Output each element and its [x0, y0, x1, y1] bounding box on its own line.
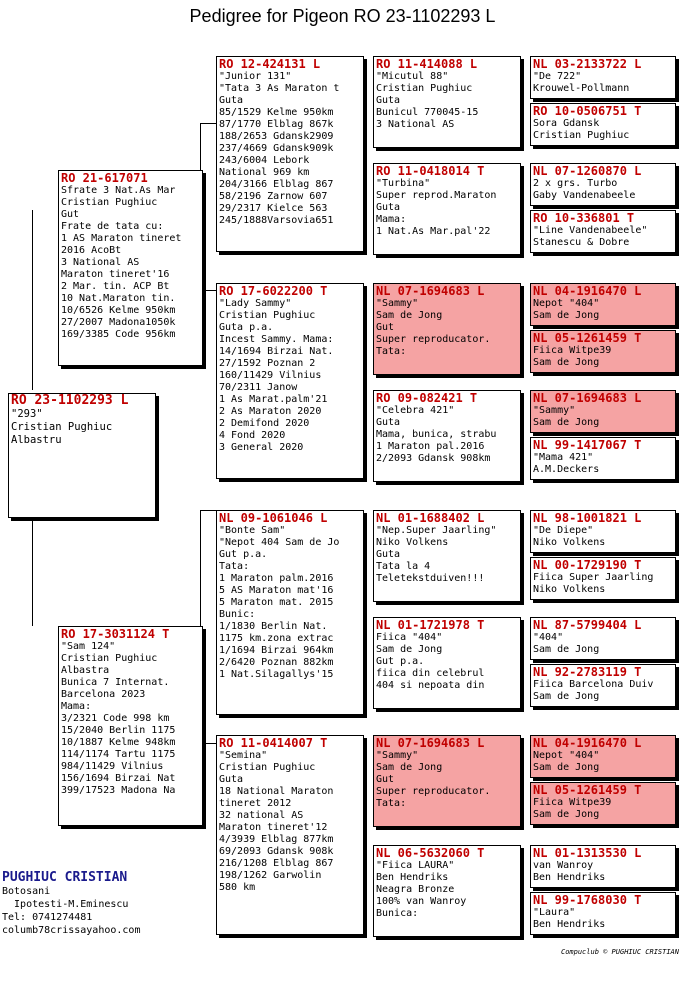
pigeon-info-line: 237/4669 Gdansk909k: [219, 143, 334, 154]
pigeon-info-line: Niko Volkens: [376, 537, 449, 548]
pigeon-info-line: Albastra: [61, 665, 110, 676]
ring-number: RO 12-424131 L: [219, 57, 321, 71]
pigeon-info-line: 204/3166 Elblag 867: [219, 179, 334, 190]
pigeon-info-line: 404 si nepoata din: [376, 680, 485, 691]
pigeon-info-line: 100% van Wanroy: [376, 896, 467, 907]
pigeon-info-line: 2/6420 Poznan 882km: [219, 657, 334, 668]
pigeon-info-line: Albastru: [11, 434, 62, 446]
pigeon-info-line: 29/2317 Kielce 563: [219, 203, 328, 214]
pigeon-info-line: Tata:: [219, 561, 250, 572]
pigeon-info-line: 10/1887 Kelme 948km: [61, 737, 176, 748]
pigeon-g10[interactable]: [530, 557, 676, 600]
pigeon-info-line: Sam de Jong: [533, 691, 600, 702]
breeder-phone: Tel: 0741274481: [2, 912, 93, 923]
pigeon-info-line: 245/1888Varsovia651: [219, 215, 334, 226]
pigeon-g1[interactable]: [530, 56, 676, 99]
ring-number: NL 07-1260870 L: [533, 164, 642, 178]
pigeon-info-line: Cristian Pughiuc: [376, 83, 473, 94]
pigeon-info-line: "De Diepe": [533, 525, 594, 536]
pigeon-info-line: 1/1830 Berlin Nat.: [219, 621, 328, 632]
pigeon-info-line: Barcelona 2023: [61, 689, 146, 700]
pigeon-info-line: 216/1208 Elblag 867: [219, 858, 334, 869]
pigeon-info-line: Tata:: [376, 798, 407, 809]
pigeon-dss[interactable]: [373, 510, 521, 602]
pigeon-info-line: 580 km: [219, 882, 256, 893]
pigeon-info-line: 399/17523 Madona Na: [61, 785, 176, 796]
ring-number: RO 11-414088 L: [376, 57, 478, 71]
footer-credit: Compuclub © PUGHIUC CRISTIAN: [560, 948, 679, 956]
pigeon-info-line: Sam de Jong: [533, 357, 600, 368]
pigeon-info-line: 1175 km.zona extrac: [219, 633, 334, 644]
breeder-name: PUGHIUC CRISTIAN: [2, 870, 128, 885]
pigeon-info-line: "Fiica LAURA": [376, 860, 455, 871]
pigeon-info-line: Guta: [219, 95, 244, 106]
pigeon-info-line: Guta: [219, 774, 244, 785]
pigeon-info-line: 156/1694 Birzai Nat: [61, 773, 176, 784]
pigeon-info-line: Bunic:: [219, 609, 256, 620]
pigeon-info-line: Gut p.a.: [219, 549, 268, 560]
pigeon-info-line: 70/2311 Janow: [219, 382, 298, 393]
pigeon-info-line: Guta: [376, 202, 401, 213]
ring-number: NL 99-1417067 T: [533, 438, 642, 452]
pigeon-info-line: Cristian Pughiuc: [61, 197, 158, 208]
ring-number: NL 92-2783119 T: [533, 665, 642, 679]
pigeon-sd[interactable]: [216, 283, 364, 479]
pigeon-info-line: 243/6004 Lebork: [219, 155, 310, 166]
pigeon-info-line: 2 Demifond 2020: [219, 418, 310, 429]
ring-number: RO 09-082421 T: [376, 391, 478, 405]
pigeon-info-line: 1/1694 Birzai 964km: [219, 645, 334, 656]
pigeon-info-line: Maraton tineret'12: [219, 822, 328, 833]
ring-number: RO 10-0506751 T: [533, 104, 642, 118]
pigeon-ds[interactable]: [216, 510, 364, 715]
pigeon-info-line: Frate de tata cu:: [61, 221, 164, 232]
pigeon-info-line: 18 National Maraton: [219, 786, 334, 797]
pigeon-info-line: Cristian Pughiuc: [533, 130, 630, 141]
pigeon-dam[interactable]: [58, 626, 203, 826]
pigeon-info-line: Bunicul 770045-15: [376, 107, 479, 118]
connector-subject: [32, 210, 33, 390]
pigeon-info-line: 10/6526 Kelme 950km: [61, 305, 176, 316]
pigeon-info-line: "Tata 3 As Maraton t: [219, 83, 340, 94]
pigeon-info-line: "Sammy": [376, 298, 419, 309]
pigeon-info-line: "Lady Sammy": [219, 298, 292, 309]
ring-number: NL 99-1768030 T: [533, 893, 642, 907]
ring-number: RO 21-617071: [61, 171, 148, 185]
pigeon-ss[interactable]: [216, 56, 364, 252]
pigeon-info-line: Cristian Pughiuc: [61, 653, 158, 664]
pigeon-info-line: Fiica Witpe39: [533, 345, 612, 356]
pigeon-subject[interactable]: [8, 393, 156, 518]
pigeon-info-line: Nepot "404": [533, 750, 600, 761]
pigeon-info-line: 3/2321 Code 998 km: [61, 713, 170, 724]
pigeon-info-line: "Laura": [533, 907, 576, 918]
pigeon-info-line: "Nepot 404 Sam de Jo: [219, 537, 340, 548]
pigeon-info-line: 58/2196 Zarnow 607: [219, 191, 328, 202]
pigeon-info-line: "Sammy": [533, 405, 576, 416]
pigeon-info-line: Gut p.a.: [376, 656, 425, 667]
pigeon-info-line: "Turbina": [376, 178, 431, 189]
pigeon-info-line: 2 As Maraton 2020: [219, 406, 322, 417]
breeder-line: Ipotesti-M.Eminescu: [2, 899, 129, 910]
pigeon-sire[interactable]: [58, 170, 203, 366]
breeder-line: Botosani: [2, 886, 51, 897]
pigeon-info-line: "Nep.Super Jaarling": [376, 525, 497, 536]
pigeon-info-line: 198/1262 Garwolin: [219, 870, 322, 881]
pigeon-info-line: "Line Vandenabeele": [533, 225, 648, 236]
pigeon-info-line: Fiica Barcelona Duiv: [533, 679, 654, 690]
pigeon-g7[interactable]: [530, 390, 676, 433]
pigeon-dds[interactable]: [373, 735, 521, 827]
ring-number: RO 11-0414007 T: [219, 736, 328, 750]
pigeon-info-line: 15/2040 Berlin 1175: [61, 725, 176, 736]
pigeon-info-line: Teletekstduiven!!!: [376, 573, 485, 584]
pigeon-info-line: Niko Volkens: [533, 537, 606, 548]
pigeon-g8[interactable]: [530, 437, 676, 480]
pigeon-info-line: "Junior 131": [219, 71, 292, 82]
pigeon-info-line: 188/2653 Gdansk2909: [219, 131, 334, 142]
pigeon-info-line: Cristian Pughiuc: [219, 762, 316, 773]
pigeon-g12[interactable]: [530, 664, 676, 707]
pigeon-sds[interactable]: [373, 283, 521, 375]
pigeon-info-line: "De 722": [533, 71, 582, 82]
pigeon-info-line: 5 AS Maraton mat'16: [219, 585, 334, 596]
pigeon-info-line: 3 General 2020: [219, 442, 304, 453]
pigeon-g2[interactable]: [530, 103, 676, 146]
ring-number: NL 03-2133722 L: [533, 57, 642, 71]
pigeon-info-line: 1 Nat.As Mar.pal'22: [376, 226, 491, 237]
pigeon-info-line: National 969 km: [219, 167, 310, 178]
pigeon-info-line: Guta: [376, 95, 401, 106]
pigeon-info-line: Neagra Bronze: [376, 884, 455, 895]
pigeon-info-line: "Sammy": [376, 750, 419, 761]
pigeon-info-line: Incest Sammy. Mama:: [219, 334, 334, 345]
pigeon-info-line: Tata:: [376, 346, 407, 357]
pigeon-info-line: Guta p.a.: [219, 322, 274, 333]
pigeon-info-line: van Wanroy: [533, 860, 594, 871]
pigeon-info-line: Sam de Jong: [533, 417, 600, 428]
breeder-info: [2, 870, 140, 937]
ring-number: NL 01-1688402 L: [376, 511, 485, 525]
pigeon-info-line: Mama, bunica, strabu: [376, 429, 497, 440]
pigeon-dd[interactable]: [216, 735, 364, 935]
pigeon-info-line: 114/1174 Tartu 1175: [61, 749, 176, 760]
pigeon-info-line: Sam de Jong: [376, 762, 443, 773]
pigeon-info-line: 27/2007 Madona1050k: [61, 317, 176, 328]
pigeon-info-line: 984/11429 Vilnius: [61, 761, 164, 772]
pigeon-info-line: "Micutul 88": [376, 71, 449, 82]
pigeon-info-line: Sam de Jong: [533, 762, 600, 773]
pigeon-info-line: Mama:: [61, 701, 92, 712]
pigeon-g15[interactable]: [530, 845, 676, 888]
ring-number: NL 09-1061046 L: [219, 511, 328, 525]
pigeon-dsd[interactable]: [373, 617, 521, 709]
pigeon-info-line: 3 National AS: [376, 119, 455, 130]
pigeon-info-line: Ben Hendriks: [376, 872, 449, 883]
pigeon-info-line: A.M.Deckers: [533, 464, 600, 475]
pigeon-g14[interactable]: [530, 782, 676, 825]
pigeon-info-line: 1 As Marat.palm'21: [219, 394, 328, 405]
pigeon-info-line: "Semina": [219, 750, 268, 761]
pigeon-info-line: 27/1592 Poznan 2: [219, 358, 316, 369]
pigeon-info-line: Fiica "404": [376, 632, 443, 643]
pigeon-info-line: Maraton tineret'16: [61, 269, 170, 280]
pigeon-info-line: 4/3939 Elblag 877km: [219, 834, 334, 845]
ring-number: NL 05-1261459 T: [533, 331, 642, 345]
pigeon-info-line: 1 Nat.Silagallys'15: [219, 669, 334, 680]
pigeon-info-line: "Mama 421": [533, 452, 594, 463]
pigeon-info-line: Ben Hendriks: [533, 872, 606, 883]
pigeon-info-line: fiica din celebrul: [376, 668, 485, 679]
pigeon-info-line: 1 AS Maraton tineret: [61, 233, 182, 244]
pigeon-g13[interactable]: [530, 735, 676, 778]
pigeon-info-line: Super reproducator.: [376, 786, 491, 797]
pigeon-info-line: Guta: [376, 417, 401, 428]
pigeon-info-line: Fiica Witpe39: [533, 797, 612, 808]
ring-number: RO 10-336801 T: [533, 211, 635, 225]
pigeon-info-line: 1 Maraton palm.2016: [219, 573, 334, 584]
pigeon-info-line: Nepot "404": [533, 298, 600, 309]
ring-number: NL 01-1721978 T: [376, 618, 485, 632]
pigeon-g16[interactable]: [530, 892, 676, 935]
breeder-email[interactable]: columb78crissayahoo.com: [2, 925, 141, 936]
pigeon-g6[interactable]: [530, 330, 676, 373]
pigeon-g3[interactable]: [530, 163, 676, 206]
pigeon-info-line: 5 Maraton mat. 2015: [219, 597, 334, 608]
pigeon-info-line: Fiica Super Jaarling: [533, 572, 654, 583]
pigeon-info-line: 2/2093 Gdansk 908km: [376, 453, 491, 464]
pigeon-info-line: Sam de Jong: [376, 310, 443, 321]
pigeon-info-line: 87/1770 Elblag 867k: [219, 119, 334, 130]
ring-number: NL 01-1313530 L: [533, 846, 642, 860]
pigeon-info-line: Gaby Vandenabeele: [533, 190, 636, 201]
page-title: Pedigree for Pigeon RO 23-1102293 L: [189, 6, 496, 26]
pigeon-info-line: Gut: [376, 774, 395, 785]
pigeon-info-line: 1 Maraton pal.2016: [376, 441, 485, 452]
pigeon-info-line: Gut: [61, 209, 80, 220]
ring-number: NL 00-1729190 T: [533, 558, 642, 572]
ring-number: NL 07-1694683 L: [376, 736, 485, 750]
pigeon-info-line: Cristian Pughiuc: [11, 421, 113, 433]
pigeon-info-line: "404": [533, 632, 564, 643]
pigeon-info-line: Sam de Jong: [376, 644, 443, 655]
pigeon-info-line: tineret 2012: [219, 798, 292, 809]
pigeon-sss[interactable]: [373, 56, 521, 148]
pigeon-info-line: 85/1529 Kelme 950km: [219, 107, 334, 118]
pigeon-info-line: Sam de Jong: [533, 644, 600, 655]
ring-number: RO 11-0418014 T: [376, 164, 485, 178]
ring-number: NL 07-1694683 L: [533, 391, 642, 405]
ring-number: NL 98-1001821 L: [533, 511, 642, 525]
pigeon-info-line: 2 x grs. Turbo: [533, 178, 618, 189]
ring-number: RO 23-1102293 L: [11, 393, 129, 408]
pigeon-info-line: 160/11429 Vilnius: [219, 370, 322, 381]
pigeon-ssd[interactable]: [373, 163, 521, 255]
pigeon-info-line: 2 Mar. tin. ACP Bt: [61, 281, 170, 292]
ring-number: NL 06-5632060 T: [376, 846, 485, 860]
ring-number: NL 87-5799404 L: [533, 618, 642, 632]
pigeon-info-line: 169/3385 Code 956km: [61, 329, 176, 340]
pigeon-info-line: Guta: [376, 549, 401, 560]
connector-subject-dam: [32, 520, 33, 626]
ring-number: RO 17-6022200 T: [219, 284, 328, 298]
pigeon-info-line: Tata la 4: [376, 561, 431, 572]
pigeon-g4[interactable]: [530, 210, 676, 253]
pigeon-info-line: Ben Hendriks: [533, 919, 606, 930]
pigeon-info-line: Krouwel-Pollmann: [533, 83, 630, 94]
pigeon-info-line: Sora Gdansk: [533, 118, 600, 129]
pigeon-info-line: "Sam 124": [61, 641, 116, 652]
pigeon-g5[interactable]: [530, 283, 676, 326]
pigeon-info-line: Bunica 7 Internat.: [61, 677, 170, 688]
ring-number: NL 04-1916470 L: [533, 736, 642, 750]
pigeon-info-line: 14/1694 Birzai Nat.: [219, 346, 334, 357]
pigeon-info-line: Bunica:: [376, 908, 419, 919]
pigeon-info-line: "293": [11, 408, 43, 420]
pigeon-info-line: 2016 AcoBt: [61, 245, 122, 256]
pigeon-ddd[interactable]: [373, 845, 521, 937]
pigeon-info-line: Stanescu & Dobre: [533, 237, 630, 248]
pigeon-info-line: Super reprod.Maraton: [376, 190, 497, 201]
pigeon-info-line: "Bonte Sam": [219, 525, 286, 536]
pigeon-sdd[interactable]: [373, 390, 521, 482]
pigeon-info-line: 32 national AS: [219, 810, 304, 821]
pigeon-info-line: Sam de Jong: [533, 809, 600, 820]
pigeon-info-line: Mama:: [376, 214, 407, 225]
ring-number: NL 05-1261459 T: [533, 783, 642, 797]
ring-number: NL 07-1694683 L: [376, 284, 485, 298]
pigeon-info-line: 69/2093 Gdansk 908k: [219, 846, 334, 857]
pigeon-info-line: "Celebra 421": [376, 405, 455, 416]
pigeon-g11[interactable]: [530, 617, 676, 660]
ring-number: RO 17-3031124 T: [61, 627, 170, 641]
pigeon-info-line: 3 National AS: [61, 257, 140, 268]
pigeon-info-line: Super reproducator.: [376, 334, 491, 345]
pigeon-info-line: Cristian Pughiuc: [219, 310, 316, 321]
pigeon-g9[interactable]: [530, 510, 676, 553]
pigeon-info-line: Sfrate 3 Nat.As Mar: [61, 185, 176, 196]
pigeon-info-line: Gut: [376, 322, 395, 333]
pigeon-info-line: 10 Nat.Maraton tin.: [61, 293, 176, 304]
pigeon-info-line: Sam de Jong: [533, 310, 600, 321]
pigeon-info-line: 4 Fond 2020: [219, 430, 286, 441]
ring-number: NL 04-1916470 L: [533, 284, 642, 298]
pigeon-info-line: Niko Volkens: [533, 584, 606, 595]
